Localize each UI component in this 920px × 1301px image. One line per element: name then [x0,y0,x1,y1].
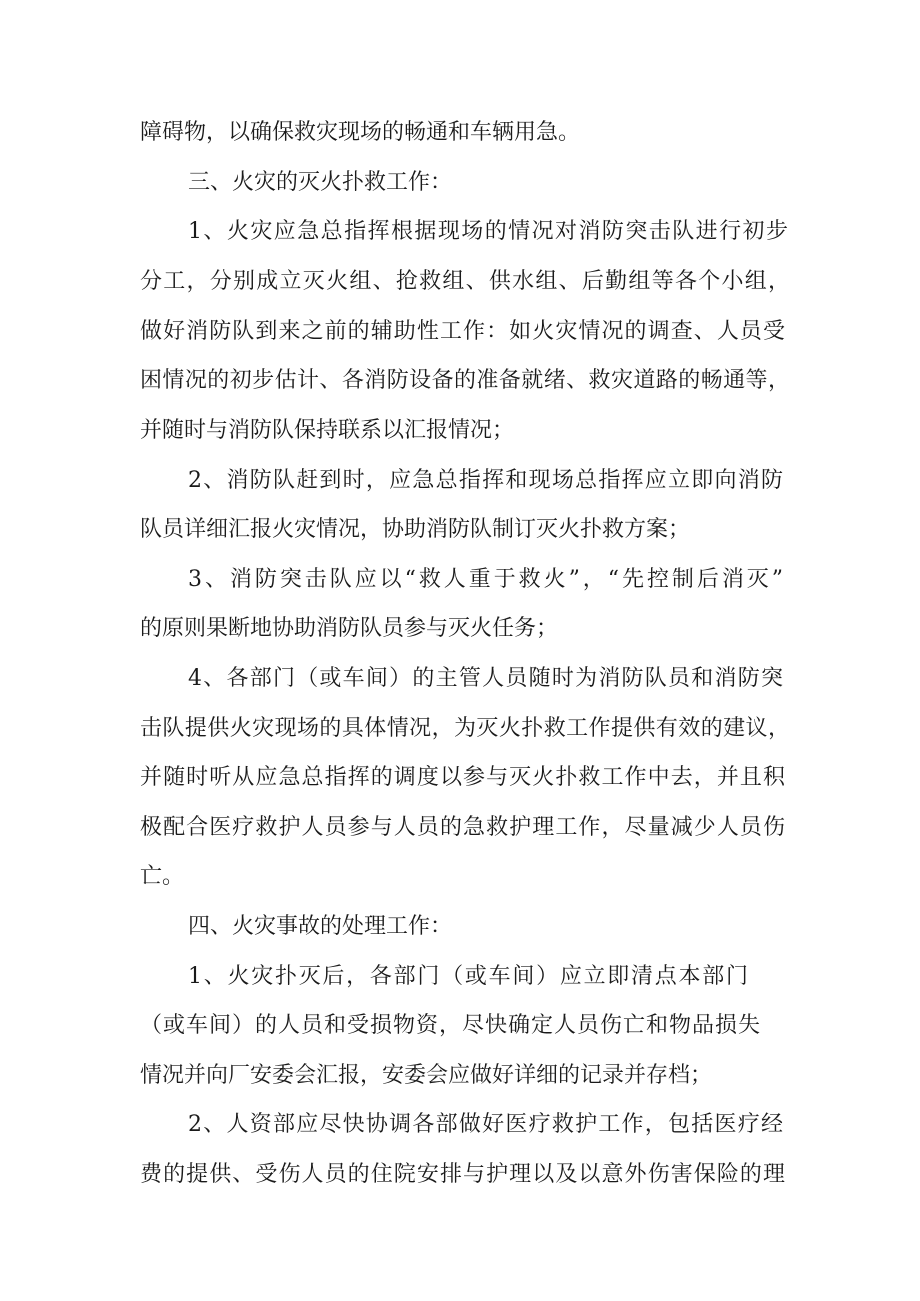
text-line: 分工，分别成立灭火组、抢救组、供水组、后勤组等各个小组， [140,269,790,294]
text-line: （或车间）的人员和受损物资，尽快确定人员伤亡和物品损失 [140,1013,760,1038]
text-line: 极配合医疗救护人员参与人员的急救护理工作，尽量减少人员伤 [140,815,785,840]
text-line: 困情况的初步估计、各消防设备的准备就绪、救灾道路的畅通等， [140,368,790,393]
text-line: 的原则果断地协助消防队员参与灭火任务； [140,616,559,641]
text-line: 障碍物，以确保救灾现场的畅通和车辆用急。 [140,120,581,145]
text-line: 队员详细汇报火灾情况，协助消防队制订灭火扑救方案； [140,517,691,542]
text-line: 2、消防队赶到时，应急总指挥和现场总指挥应立即向消防 [188,468,783,493]
text-line: 并随时听从应急总指挥的调度以参与灭火扑救工作中去，并且积 [140,765,785,790]
section-heading: 四、火灾事故的处理工作： [188,914,453,939]
text-line: 击队提供火灾现场的具体情况，为灭火扑救工作提供有效的建议， [140,716,790,741]
text-line: 情况并向厂安委会汇报，安委会应做好详细的记录并存档； [140,1063,713,1088]
text-line: 亡。 [140,864,185,889]
text-line: 费的提供、受伤人员的住院安排与护理以及以意外伤害保险的理 [140,1162,785,1187]
text-line: 并随时与消防队保持联系以汇报情况； [140,418,515,443]
text-line: 1、火灾应急总指挥根据现场的情况对消防突击队进行初步 [188,219,788,244]
text-line: 4、各部门（或车间）的主管人员随时为消防队员和消防突 [188,666,783,691]
text-line: 1、火灾扑灭后，各部门（或车间）应立即清点本部门 [188,964,748,989]
text-line: 3、消防突击队应以“救人重于救火”，“先控制后消灭” [188,567,783,592]
text-line: 2、人资部应尽快协调各部做好医疗救护工作，包括医疗经 [188,1112,783,1137]
text-line: 做好消防队到来之前的辅助性工作：如火灾情况的调查、人员受 [140,319,785,344]
section-heading: 三、火灾的灭火扑救工作： [188,170,453,195]
